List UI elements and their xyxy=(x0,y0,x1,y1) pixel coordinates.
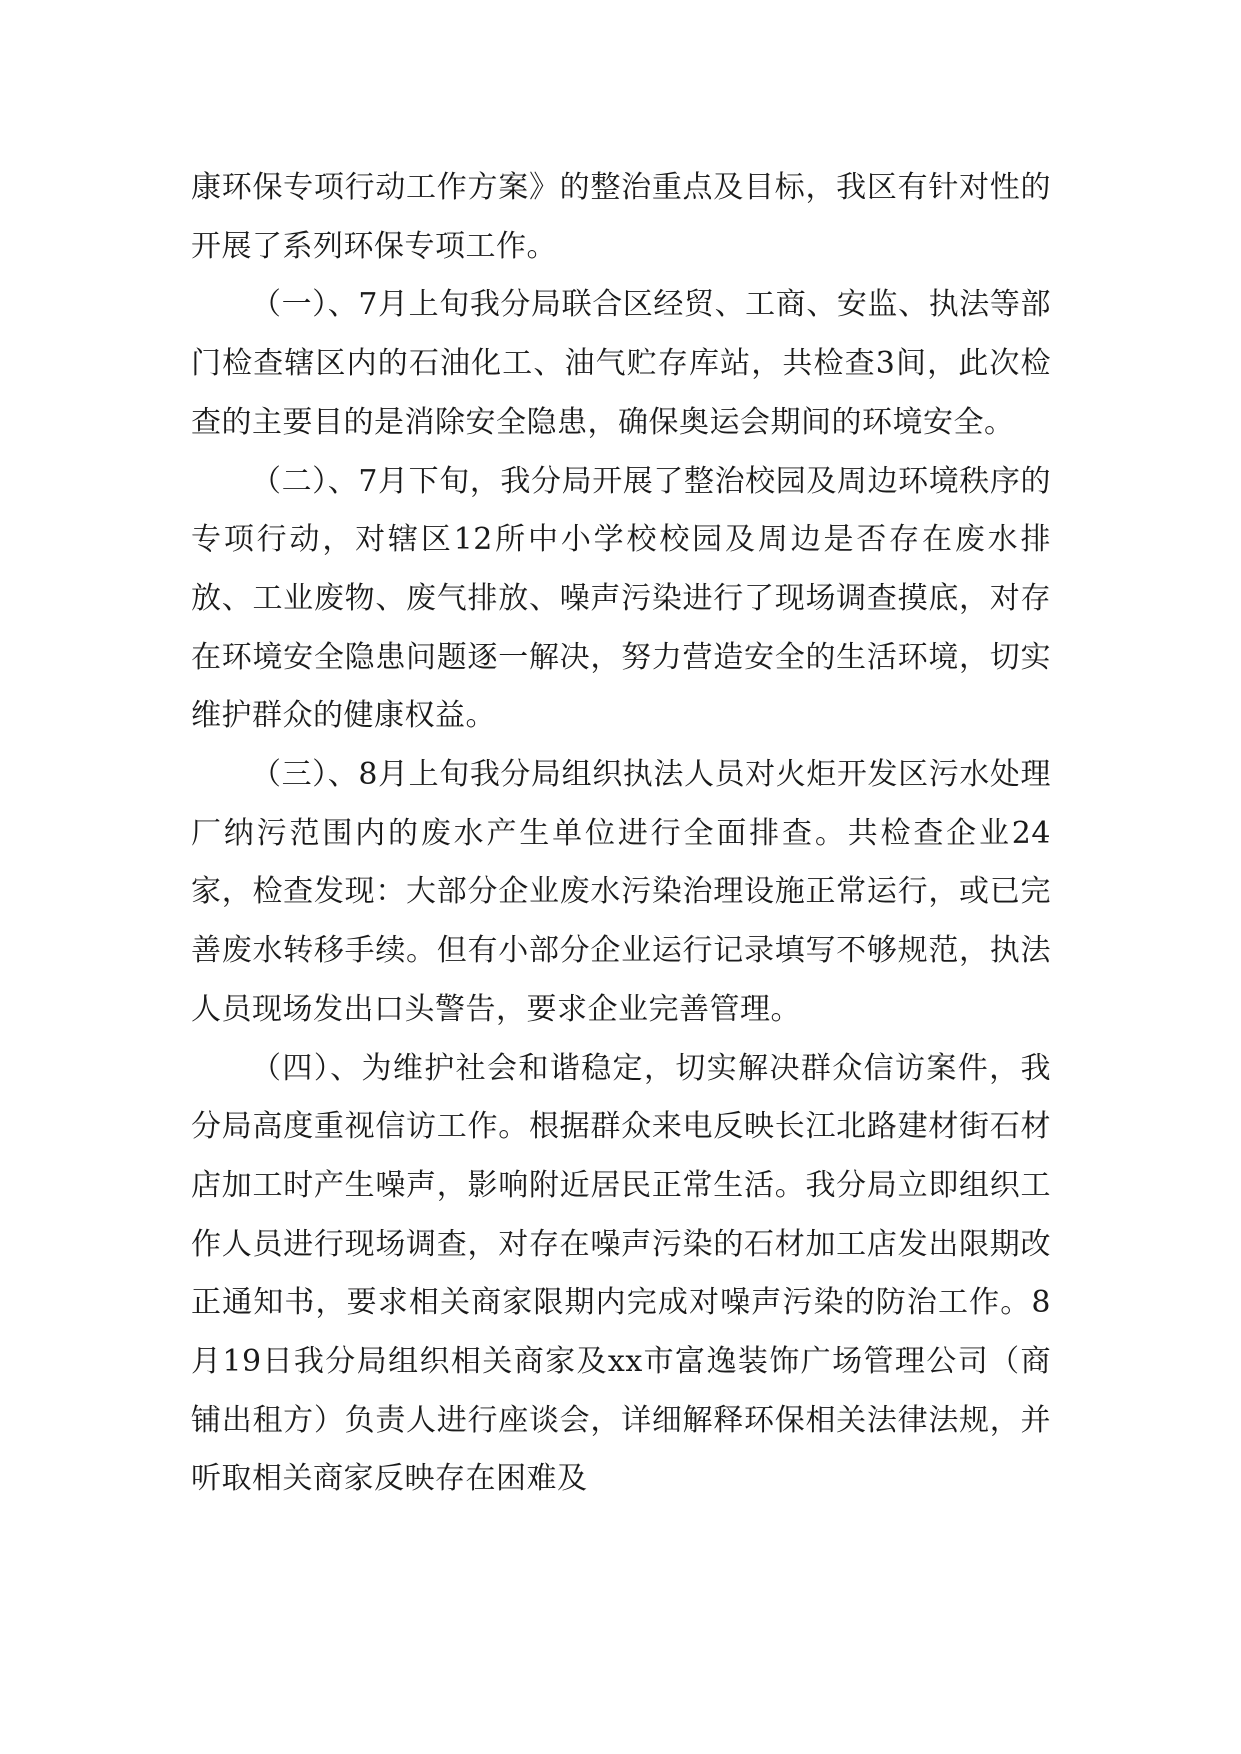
document-body xyxy=(191,159,1051,1509)
paragraph-item-3: （三）、8月上旬我分局组织执法人员对火炬开发区污水处理厂纳污范围内的废水产生单位进行全面排查。共检查企业24家，检查发现：大部分企业废水污染治理设施正常运行，或已完善废水转移手续。但有小部分企业运行记录填写不够规范，执法人员现场发出口头警告，要求企业完善管理。 xyxy=(191,757,1051,1027)
paragraph-item-1: （一）、7月上旬我分局联合区经贸、工商、安监、执法等部门检查辖区内的石油化工、油气贮存库站，共检查3间，此次检查的主要目的是消除安全隐患，确保奥运会期间的环境安全。 xyxy=(191,287,1051,440)
paragraph-item-4: （四）、为维护社会和谐稳定，切实解决群众信访案件，我分局高度重视信访工作。根据群众来电反映长江北路建材街石材店加工时产生噪声，影响附近居民正常生活。我分局立即组织工作人员进行现场调查，对存在噪声污染的石材加工店发出限期改正通知书，要求相关商家限期内完成对噪声污染的防治工作。8月19日我分局组织相关商家及xx市富逸装饰广场管理公司（商铺出租方）负责人进行座谈会，详细解释环保相关法律法规，并听取相关商家反映存在困难及 xyxy=(191,1050,1051,1497)
paragraph-intro: 康环保专项行动工作方案》的整治重点及目标，我区有针对性的开展了系列环保专项工作。 xyxy=(191,170,1051,264)
paragraph-item-2: （二）、7月下旬，我分局开展了整治校园及周边环境秩序的专项行动，对辖区12所中小学校校园及周边是否存在废水排放、工业废物、废气排放、噪声污染进行了现场调查摸底，对存在环境安全隐患问题逐一解决，努力营造安全的生活环境，切实维护群众的健康权益。 xyxy=(191,463,1051,734)
